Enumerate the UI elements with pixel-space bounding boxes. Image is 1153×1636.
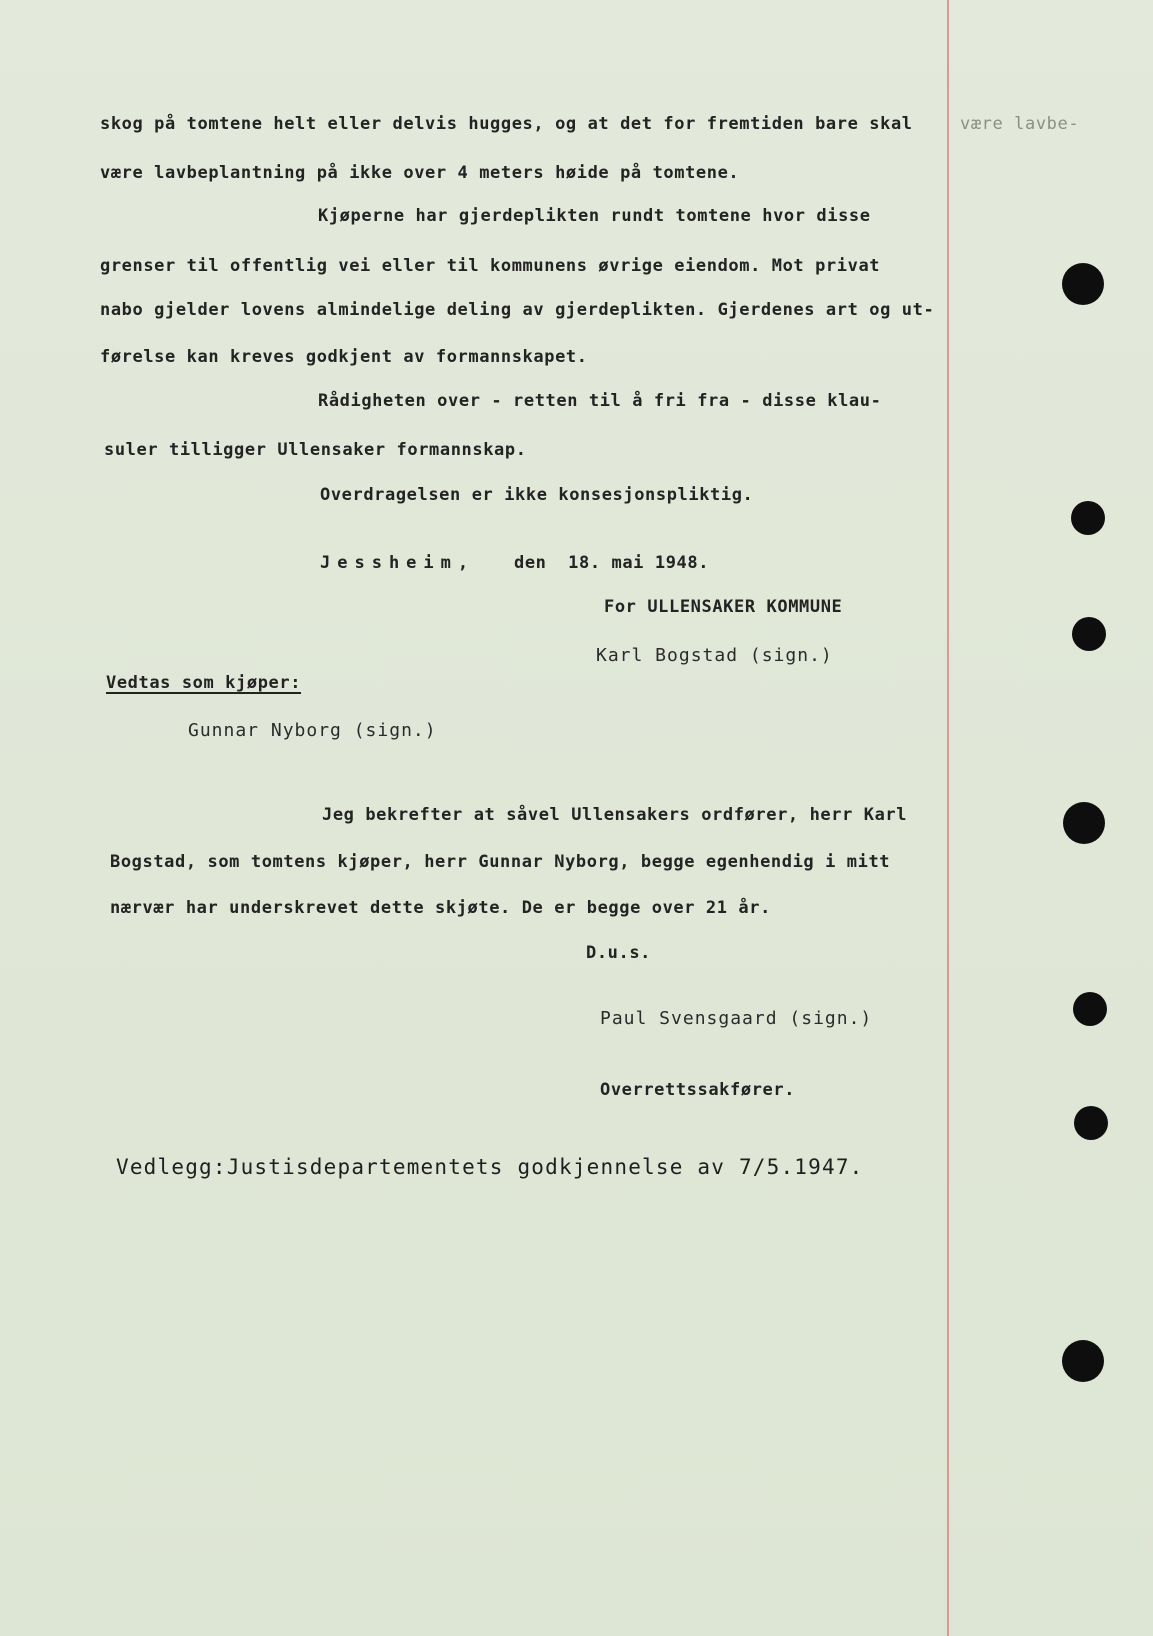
attachment-note: Vedlegg:Justisdepartementets godkjennelse av 7/5.1947.	[116, 1155, 864, 1179]
punch-hole-icon	[1073, 992, 1107, 1026]
punch-hole-icon	[1071, 501, 1105, 535]
punch-hole-icon	[1063, 802, 1105, 844]
buyer-signature: Gunnar Nyborg (sign.)	[188, 720, 437, 741]
paragraph-line: være lavbeplantning på ikke over 4 meters høide på tomtene.	[100, 163, 740, 183]
certification-line: Jeg bekrefter at såvel Ullensakers ordfører, herr Karl	[322, 805, 908, 825]
punch-hole-icon	[1062, 263, 1104, 305]
seller-for-label: For ULLENSAKER KOMMUNE	[604, 597, 843, 617]
lawyer-signature: Paul Svensgaard (sign.)	[600, 1008, 873, 1029]
date-text: den 18. mai 1948.	[514, 553, 710, 573]
certification-line: nærvær har underskrevet dette skjøte. De er begge over 21 år.	[110, 898, 771, 918]
punch-hole-icon	[1062, 1340, 1104, 1382]
paragraph-line: Rådigheten over - retten til å fri fra - disse klau-	[318, 391, 882, 411]
paragraph-line: nabo gjelder lovens almindelige deling av gjerdeplikten. Gjerdenes art og ut-	[100, 300, 935, 320]
certification-line: Bogstad, som tomtens kjøper, herr Gunnar Nyborg, begge egenhendig i mitt	[110, 852, 891, 872]
punch-hole-icon	[1072, 617, 1106, 651]
dus-abbreviation: D.u.s.	[586, 943, 652, 963]
punch-hole-icon	[1074, 1106, 1108, 1140]
paragraph-line: skog på tomtene helt eller delvis hugges, og at det for fremtiden bare skal	[100, 114, 913, 134]
paragraph-line: suler tilligger Ullensaker formannskap.	[104, 440, 527, 460]
paragraph-line: førelse kan kreves godkjent av formannskapet.	[100, 347, 588, 367]
paragraph-line: Kjøperne har gjerdeplikten rundt tomtene hvor disse	[318, 206, 871, 226]
paragraph-line: grenser til offentlig vei eller til kommunens øvrige eiendom. Mot privat	[100, 256, 881, 276]
seller-signature: Karl Bogstad (sign.)	[596, 645, 833, 666]
red-margin-line	[947, 0, 949, 1636]
lawyer-title: Overrettssakfører.	[600, 1080, 796, 1100]
paragraph-line: Overdragelsen er ikke konsesjonspliktig.	[320, 485, 754, 505]
date-place: Jessheim,	[320, 553, 476, 573]
buyer-heading: Vedtas som kjøper:	[106, 673, 302, 693]
margin-overflow-text: være lavbe-	[960, 114, 1080, 134]
